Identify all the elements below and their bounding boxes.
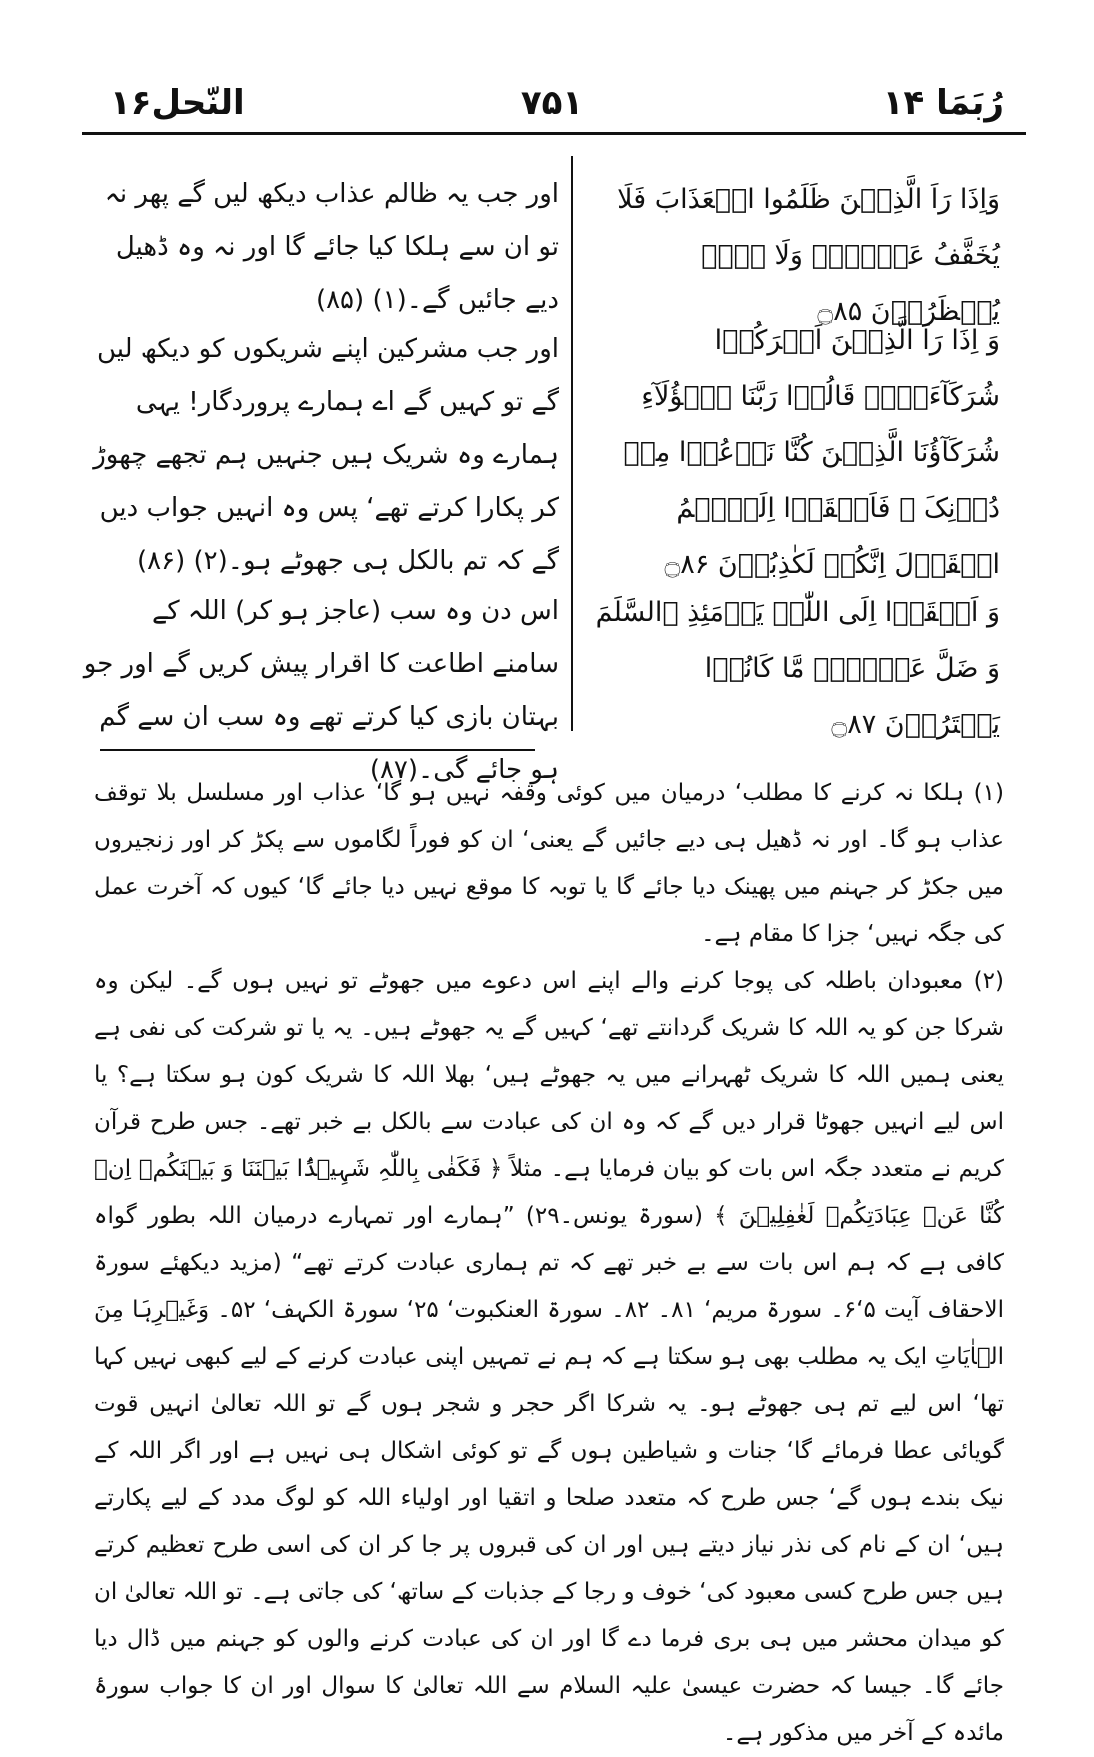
surah-name: النّحل۱۶ — [110, 83, 245, 123]
para-name: رُبَمَا ۱۴ — [882, 83, 1004, 123]
footnote-1: (۱) ہلکا نہ کرنے کا مطلب‘ درمیان میں کوئی وقفہ نہیں ہو گا‘ عذاب اور مسلسل بلا توقف عذاب ہو گا۔ اور نہ ڈھیل ہی دیے جائیں گے یعنی‘ ان کو فوراً لگاموں سے پکڑ کر اور زنجیروں میں جکڑ کر جہنم میں پھینک دیا جائے گا یا توبہ کا موقع نہیں دیا جائے گا‘ کیوں کہ آخرت عمل کی جگہ نہیں‘ جزا کا مقام ہے۔ — [94, 780, 1004, 947]
arabic-verse-87: وَ اَلۡقَوۡا اِلَی اللّٰہِ یَوۡمَئِذِ ۣالسَّلَمَ وَ ضَلَّ عَنۡہُمۡ مَّا کَانُوۡا یَفۡتَرُوۡنَ ۝۸۷ — [595, 597, 1000, 740]
footnote-2: (۲) معبودان باطلہ کی پوجا کرنے والے اپنے اس دعوے میں جھوٹے تو نہیں ہوں گے۔ لیکن وہ شرکا جن کو یہ اللہ کا شریک گردانتے تھے‘ کہیں گے یہ جھوٹے ہیں۔ یہ یا تو شرکت کی نفی ہے یعنی ہمیں اللہ کا شریک ٹھہرانے میں یہ جھوٹے ہیں‘ بھلا اللہ کا شریک کون ہو سکتا ہے؟ یا اس لیے انہیں جھوٹا قرار دیں گے کہ وہ ان کی عبادت سے بالکل بے خبر تھے۔ جس طرح قرآن کریم نے متعدد جگہ اس بات کو بیان فرمایا ہے۔ مثلاً ﴿ فَکَفٰی بِاللّٰہِ شَہِیۡدًۢا بَیۡنَنَا وَ بَیۡنَکُمۡ اِنۡ کُنَّا عَنۡ عِبَادَتِکُمۡ لَغٰفِلِیۡنَ ﴾ (سورۃ یونس۔۲۹) ”ہمارے اور تمہارے درمیان اللہ بطور گواہ کافی ہے کہ ہم اس بات سے بے خبر تھے کہ تم ہماری عبادت کرتے تھے“ (مزید دیکھئے سورۃ الاحقاف آیت ۵‘۶۔ سورۃ مریم‘ ۸۱۔ ۸۲۔ سورۃ العنکبوت‘ ۲۵‘ سورۃ الکہف‘ ۵۲۔ وَغَیۡرِہَا مِنَ الۡاٰیَاتِ ایک یہ مطلب بھی ہو سکتا ہے کہ ہم نے تمہیں اپنی عبادت کرنے کے لیے کبھی نہیں کہا تھا‘ اس لیے تم ہی جھوٹے ہو۔ یہ شرکا اگر حجر و شجر ہوں گے تو اللہ تعالیٰ انہیں قوت گویائی عطا فرمائے گا‘ جنات و شیاطین ہوں گے تو کوئی اشکال ہی نہیں ہے اور اگر اللہ کے نیک بندے ہوں گے‘ جس طرح کہ متعدد صلحا و اتقیا اور اولیاء اللہ کو لوگ مدد کے لیے پکارتے ہیں‘ ان کے نام کی نذر نیاز دیتے ہیں اور ان کی قبروں پر جا کر ان کی اسی طرح تعظیم کرتے ہیں جس طرح کسی معبود کی‘ خوف و رجا کے جذبات کے ساتھ‘ کی جاتی ہے۔ تو اللہ تعالیٰ ان کو میدان محشر میں ہی بری فرما دے گا اور ان کی عبادت کرنے والوں کو جہنم میں ڈال دیا جائے گا۔ جیسا کہ حضرت عیسیٰ علیہ السلام سے اللہ تعالیٰ کا سوال اور ان کا جواب سورۂ مائدہ کے آخر میں مذکور ہے۔ — [94, 968, 1004, 1746]
footnotes — [94, 770, 1004, 1757]
arabic-verse-86: وَ اِذَا رَاَ الَّذِیۡنَ اَشۡرَکُوۡا شُرَکَآءَہُمۡ قَالُوۡا رَبَّنَا ہٰۤؤُلَآءِ شُرَکَآؤُنَا الَّذِیۡنَ کُنَّا نَدۡعُوۡا مِنۡ دُوۡنِکَ ۚ فَاَلۡقَوۡا اِلَیۡہِمُ الۡقَوۡلَ اِنَّکُمۡ لَکٰذِبُوۡنَ ۝۸۶ — [623, 325, 1000, 580]
header-rule — [82, 132, 1026, 135]
translation-verse-85: اور جب یہ ظالم عذاب دیکھ لیں گے پھر نہ تو ان سے ہلکا کیا جائے گا اور نہ وہ ڈھیل دیے جائیں گے۔(۱) (۸۵) — [104, 179, 559, 315]
footnote-rule — [100, 749, 535, 751]
translation-verse-87: اس دن وہ سب (عاجز ہو کر) اللہ کے سامنے اطاعت کا اقرار پیش کریں گے اور جو بہتان بازی کیا کرتے تھے وہ سب ان سے گم ہو جائے گی۔(۸۷) — [83, 596, 559, 785]
page-header — [80, 78, 1024, 128]
arabic-verse-85: وَاِذَا رَاَ الَّذِیۡنَ ظَلَمُوا الۡعَذَابَ فَلَا یُخَفَّفُ عَنۡہُمۡ وَلَا ہُمۡ یُنۡظَرُوۡنَ ۝۸۵ — [617, 184, 1000, 327]
column-divider — [571, 156, 573, 731]
translation-verse-86: اور جب مشرکین اپنے شریکوں کو دیکھ لیں گے تو کہیں گے اے ہمارے پروردگار! یہی ہمارے وہ شریک ہیں جنہیں ہم تجھے چھوڑ کر پکارا کرتے تھے‘ پس وہ انہیں جواب دیں گے کہ تم بالکل ہی جھوٹے ہو۔(۲) (۸۶) — [93, 334, 559, 576]
page-number: ۷۵۱ — [520, 83, 584, 123]
